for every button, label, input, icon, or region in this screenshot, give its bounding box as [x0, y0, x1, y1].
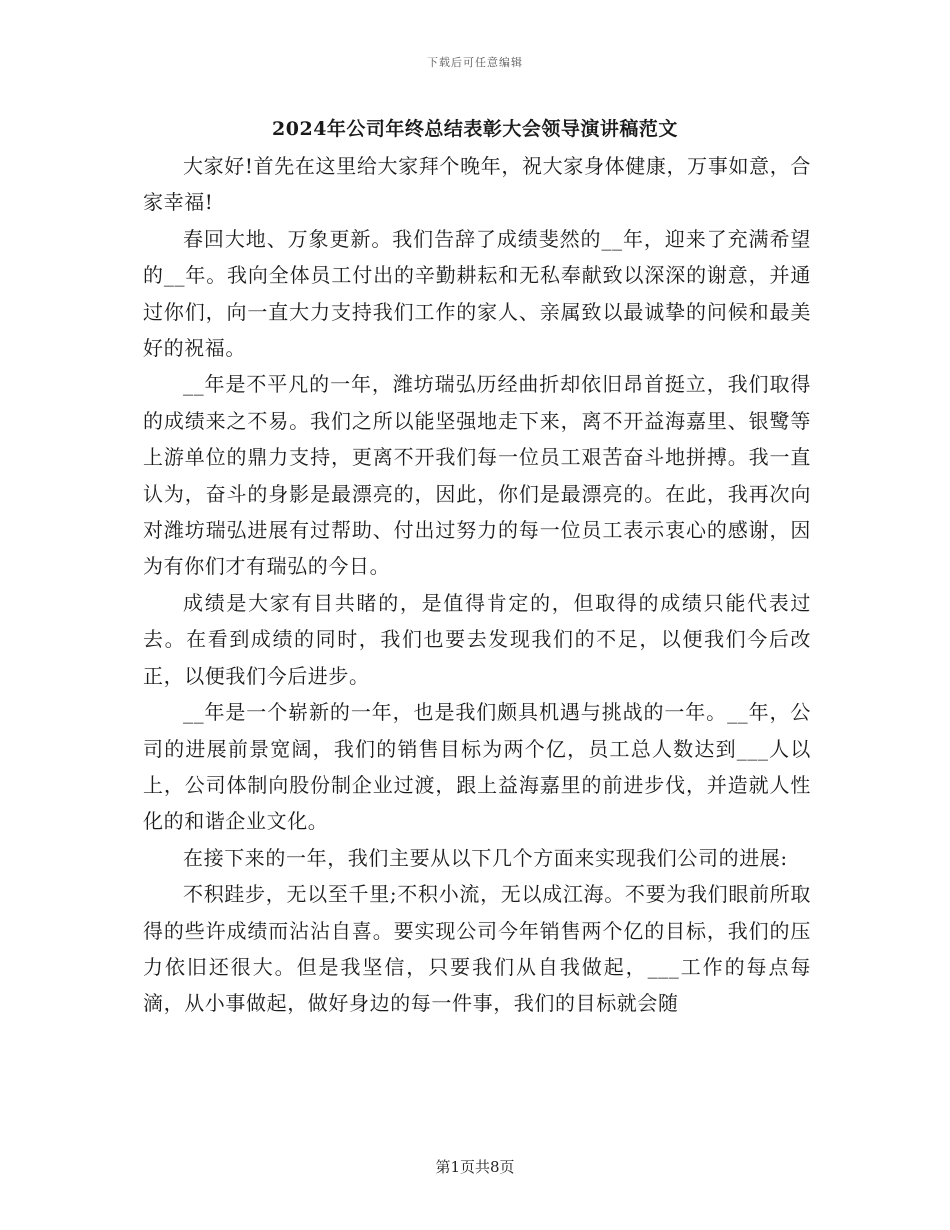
page-number: 第1页共8页 [435, 1158, 515, 1176]
paragraph-new-year: 春回大地、万象更新。我们告辞了成绩斐然的__年，迎来了充满希望的__年。我向全体员工付出的辛勤耕耘和无私奉献致以深深的谢意，并通过你们，向一直大力支持我们工作的家人、亲属致以最诚挚的问候和最美好的祝福。 [143, 226, 811, 361]
paragraph-achievements: __年是不平凡的一年，潍坊瑞弘历经曲折却依旧昂首挺立，我们取得的成绩来之不易。我们之所以能坚强地走下来，离不开益海嘉里、银鹭等上游单位的鼎力支持，更离不开我们每一位员工艰苦奋斗地拼搏。我一直认为，奋斗的身影是最漂亮的，因此，你们是最漂亮的。在此，我再次向对潍坊瑞弘进展有过帮助、付出过努力的每一位员工表示衷心的感谢，因为有你们才有瑞弘的今日。 [143, 372, 811, 579]
header-note: 下载后可任意编辑 [427, 56, 523, 69]
paragraph-goals: __年是一个崭新的一年，也是我们颇具机遇与挑战的一年。__年，公司的进展前景宽阔，我们的销售目标为两个亿，员工总人数达到___人以上，公司体制向股份制企业过渡，跟上益海嘉里的前进步伐，并造就人性化的和谐企业文化。 [143, 700, 811, 834]
paragraph-reflection: 成绩是大家有目共睹的，是值得肯定的，但取得的成绩只能代表过去。在看到成绩的同时，我们也要去发现我们的不足，以便我们今后改正，以便我们今后进步。 [143, 590, 811, 688]
document-title: 2024年公司年终总结表彰大会领导演讲稿范文 [272, 118, 678, 140]
document-body [143, 148, 811, 1022]
paragraph-perseverance: 不积跬步，无以至千里;不积小流，无以成江海。不要为我们眼前所取得的些许成绩而沾沾自喜。要实现公司今年销售两个亿的目标，我们的压力依旧还很大。但是我坚信，只要我们从自我做起，___工作的每点每滴，从小事做起，做好身边的每一件事，我们的目标就会随 [143, 882, 811, 1016]
paragraph-greeting: 大家好!首先在这里给大家拜个晚年，祝大家身体健康，万事如意，合家幸福! [143, 154, 811, 215]
paragraph-plan-intro: 在接下来的一年，我们主要从以下几个方面来实现我们公司的进展: [183, 845, 788, 870]
